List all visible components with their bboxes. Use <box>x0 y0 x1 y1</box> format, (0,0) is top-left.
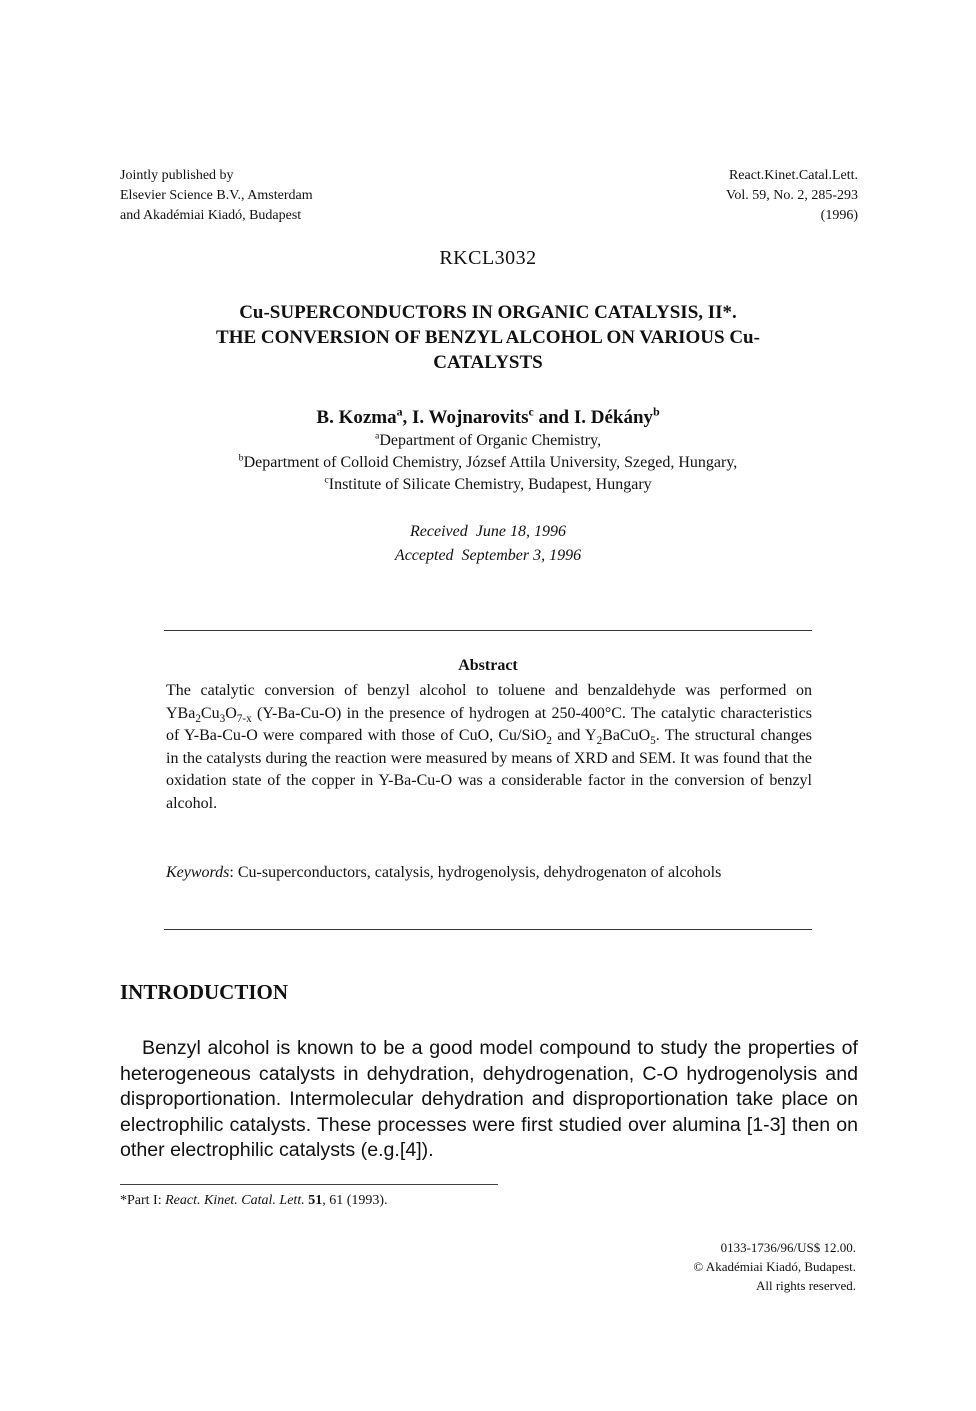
journal-info <box>726 166 858 226</box>
copyright-line: © Akadémiai Kiadó, Budapest. <box>693 1259 856 1274</box>
formula-subscript: 2 <box>546 735 552 748</box>
formula-subscript: 7-x <box>236 712 252 725</box>
publisher-info <box>120 166 313 226</box>
publisher-line: Jointly published by <box>120 168 234 183</box>
footnote-journal: React. Kinet. Catal. Lett. <box>165 1193 305 1208</box>
formula-part: O <box>225 704 237 722</box>
author-list <box>120 407 856 429</box>
divider <box>164 630 812 631</box>
footnote-rule <box>120 1184 498 1185</box>
author-affil-mark: c <box>528 405 534 419</box>
affil-mark: a <box>374 430 380 442</box>
abstract-chunk: (Y-Ba-Cu-O) in the presence of hydrogen at 250-400°C. The catalytic characteristics of Y-Ba-Cu-O were compared with those of CuO, Cu/SiO <box>166 704 812 745</box>
accepted-date: Accepted September 3, 1996 <box>394 547 582 564</box>
author-affil-mark: a <box>396 405 403 419</box>
article-code: RKCL3032 <box>439 247 537 269</box>
abstract-heading: Abstract <box>458 657 518 674</box>
publisher-line: Elsevier Science B.V., Amsterdam <box>120 188 313 203</box>
formula-subscript: 2 <box>596 735 603 748</box>
affil-text: Department of Colloid Chemistry, József Attila University, Szeged, Hungary, <box>243 454 738 471</box>
journal-line: React.Kinet.Catal.Lett. <box>728 168 858 183</box>
author-name: B. Kozma <box>316 407 397 428</box>
author-separator: and <box>533 407 574 428</box>
affiliation <box>120 452 856 474</box>
formula-part: Cu <box>200 704 220 722</box>
author-affil-mark: b <box>653 405 660 419</box>
journal-line: (1996) <box>820 208 858 223</box>
author-separator: , <box>402 407 412 428</box>
footnote-volume: 51 <box>308 1193 323 1208</box>
affil-text: Department of Organic Chemistry, <box>379 432 602 449</box>
formula-part: YBa <box>166 704 196 722</box>
copyright-line: 0133-1736/96/US$ 12.00. <box>720 1240 856 1255</box>
section-heading: INTRODUCTION <box>120 980 289 1004</box>
journal-line: Vol. 59, No. 2, 285-293 <box>726 188 858 203</box>
formula-subscript: 2 <box>195 712 201 725</box>
footnote <box>120 1193 388 1209</box>
title-line: THE CONVERSION OF BENZYL ALCOHOL ON VARIOUS Cu- <box>216 327 760 348</box>
affil-mark: b <box>238 452 244 464</box>
copyright-block <box>693 1238 856 1295</box>
abstract-chunk: and Y <box>552 727 597 745</box>
affiliation <box>120 430 856 452</box>
copyright-line: All rights reserved. <box>755 1278 856 1293</box>
abstract-chunk: The catalytic conversion of benzyl alcohol to toluene and benzaldehyde was performed on <box>166 682 812 699</box>
formula-subscript: 3 <box>219 712 226 725</box>
affiliations <box>120 430 856 496</box>
author-name: I. Wojnarovits <box>412 407 529 428</box>
affil-mark: c <box>324 474 329 486</box>
abstract-text <box>166 680 812 816</box>
footnote-rest: , 61 (1993). <box>322 1193 388 1208</box>
footnote-prefix: *Part I: <box>120 1193 166 1208</box>
keywords-label: Keywords <box>166 864 230 881</box>
dates <box>120 520 856 568</box>
abstract-chunk: . The structural changes in the catalysts during the reaction were measured by means of XRD and SEM. It was found that the oxidation state of the copper in Y-Ba-Cu-O was a considerable factor in the conversion of benzyl alcohol. <box>166 727 813 812</box>
keywords <box>166 862 812 884</box>
divider <box>164 929 812 930</box>
affiliation <box>120 474 856 496</box>
title-line: Cu-SUPERCONDUCTORS IN ORGANIC CATALYSIS, II*. <box>239 302 737 323</box>
abstract-chunk: BaCuO <box>602 727 651 745</box>
keywords-text: : Cu-superconductors, catalysis, hydrogenolysis, dehydrogenaton of alcohols <box>229 864 722 881</box>
intro-paragraph: Benzyl alcohol is known to be a good model compound to study the properties of heterogeneous catalysts in dehydration, dehydrogenation, C-O hydrogenolysis and disproportionation. Intermolecular dehydration and disproportionation take place on electrophilic catalysts. These processes were first studied over alumina [1-3] then on other electrophilic catalysts (e.g.[4]). <box>120 1037 858 1162</box>
formula-subscript: 5 <box>650 735 656 748</box>
title-line: CATALYSTS <box>433 352 543 373</box>
article-title <box>120 300 856 375</box>
affil-text: Institute of Silicate Chemistry, Budapest, Hungary <box>328 476 652 493</box>
publisher-line: and Akadémiai Kiadó, Budapest <box>120 208 302 223</box>
author-name: I. Dékány <box>573 407 654 428</box>
received-date: Received June 18, 1996 <box>410 523 566 540</box>
